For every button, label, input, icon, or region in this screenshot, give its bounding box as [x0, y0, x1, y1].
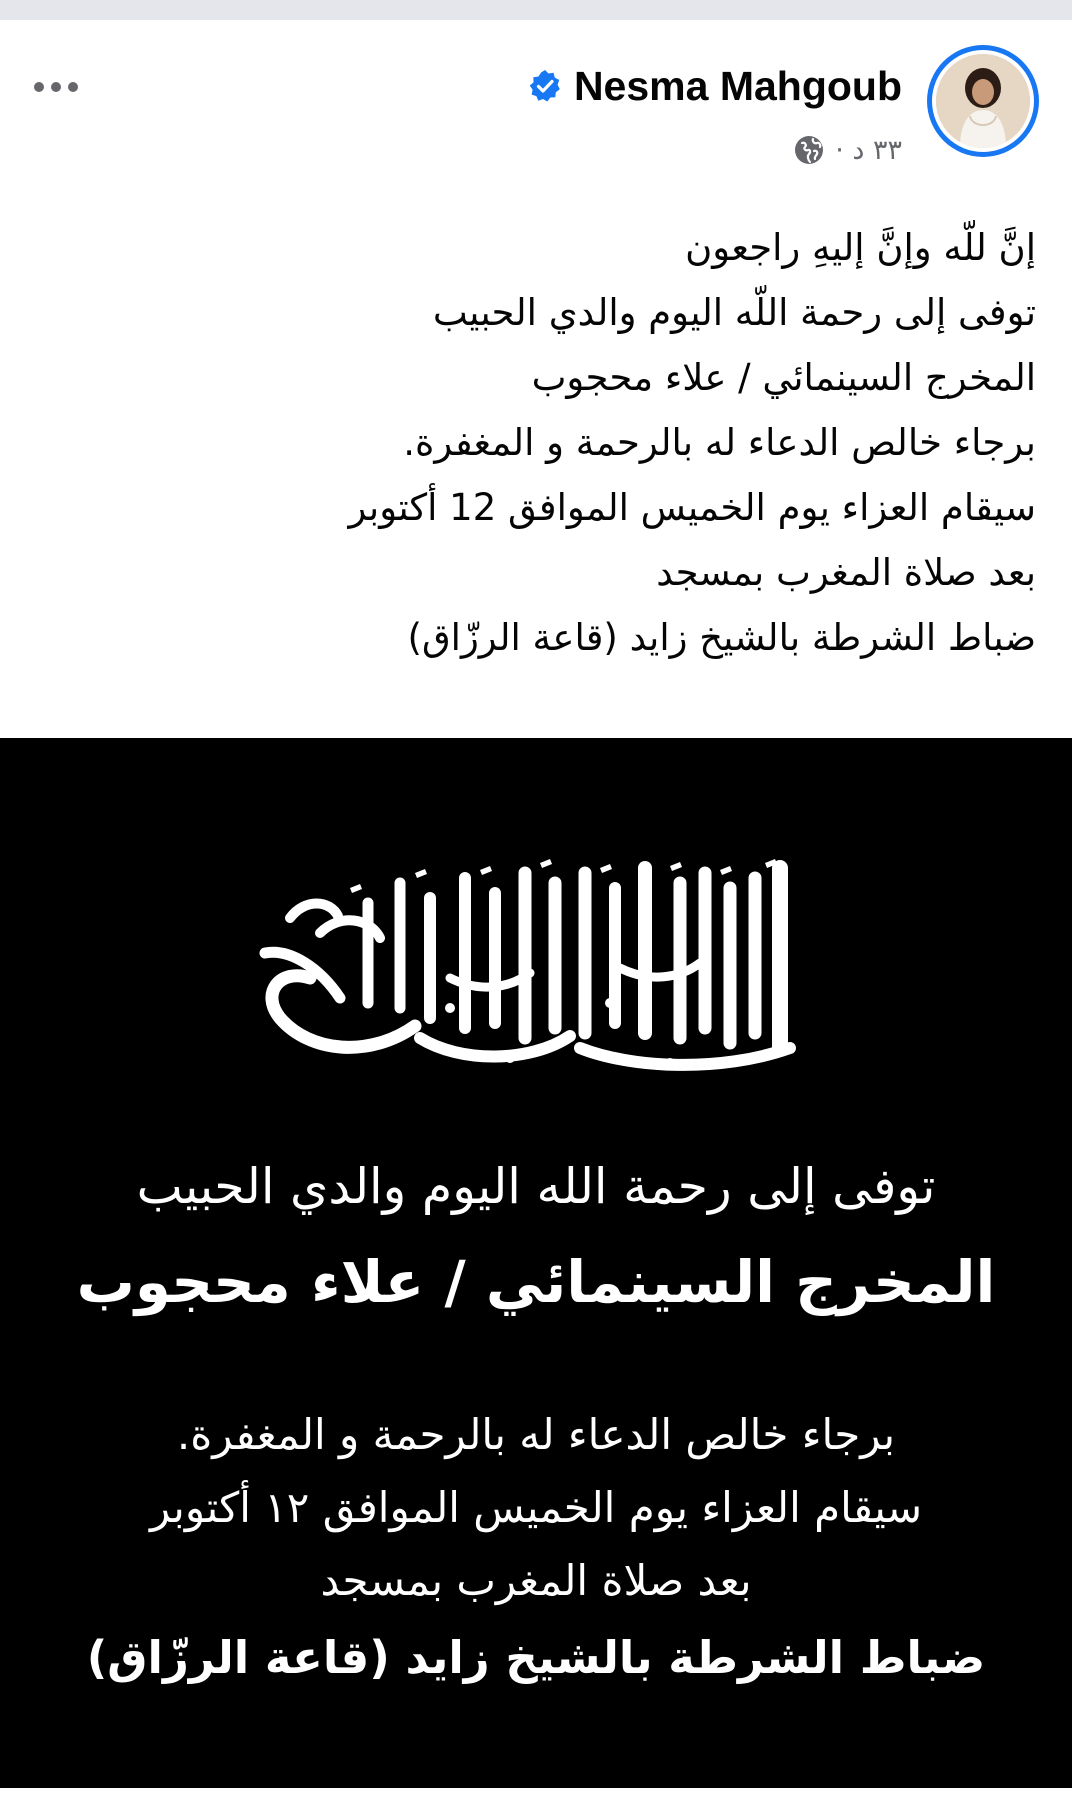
- image-text-line: برجاء خالص الدعاء له بالرحمة و المغفرة.: [176, 1410, 896, 1459]
- author-avatar[interactable]: [927, 45, 1039, 157]
- author-name[interactable]: Nesma Mahgoub: [573, 62, 902, 109]
- post-text-line: سيقام العزاء يوم الخميس الموافق 12 أكتوبر: [348, 486, 1036, 529]
- post-body-text: [136, 215, 1036, 670]
- post-text-line: ضباط الشرطة بالشيخ زايد (قاعة الرزّاق): [407, 616, 1036, 659]
- avatar-photo: [936, 54, 1030, 148]
- image-text-line: ضباط الشرطة بالشيخ زايد (قاعة الرزّاق): [86, 1631, 986, 1684]
- post-text-line: برجاء خالص الدعاء له بالرحمة و المغفرة.: [403, 421, 1036, 464]
- post-text-line: بعد صلاة المغرب بمسجد: [656, 551, 1036, 594]
- post-meta-row: [793, 130, 902, 170]
- calligraphy-artwork: [250, 858, 820, 1078]
- image-text-line: المخرج السينمائي / علاء محجوب: [76, 1248, 996, 1316]
- image-text-line: بعد صلاة المغرب بمسجد: [320, 1556, 752, 1605]
- post-image[interactable]: [0, 738, 1072, 1788]
- avatar-border: [932, 50, 1034, 152]
- globe-icon: [793, 134, 825, 166]
- post-timestamp[interactable]: ٣٣ د ·: [835, 134, 902, 166]
- more-options-dot: [51, 82, 61, 92]
- post-text-line: المخرج السينمائي / علاء محجوب: [531, 356, 1036, 399]
- post-text-line: توفى إلى رحمة اللّه اليوم والدي الحبيب: [432, 291, 1036, 334]
- post-text-line: إنَّ للّه وإنَّ إليهِ راجعون: [685, 226, 1036, 269]
- more-options-dot: [68, 82, 78, 92]
- feed-top-divider: [0, 0, 1072, 20]
- image-text-line: سيقام العزاء يوم الخميس الموافق ١٢ أكتوبر: [149, 1483, 923, 1532]
- verified-badge-icon: [528, 69, 562, 103]
- author-row: [528, 56, 902, 116]
- image-text-line: توفى إلى رحمة الله اليوم والدي الحبيب: [136, 1158, 936, 1215]
- more-options-button[interactable]: [26, 72, 86, 102]
- post-bottom-edge: [0, 1788, 1072, 1800]
- more-options-icon: [34, 82, 44, 92]
